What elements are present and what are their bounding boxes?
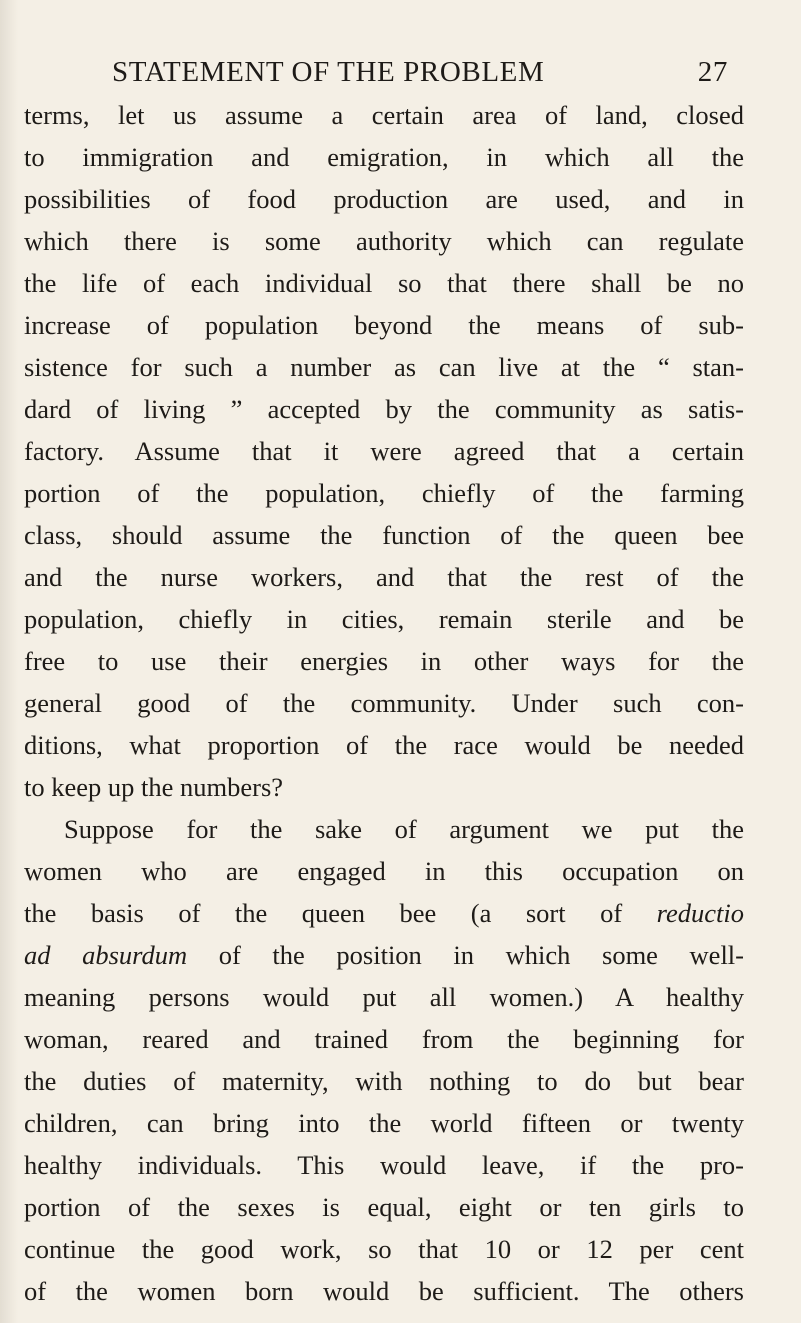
text-line: portion of the sexes is equal, eight or ten girls to (24, 1192, 744, 1222)
text-line (24, 892, 744, 934)
text-line: possibilities of food production are used, and in (24, 184, 744, 214)
text-line: children, can bring into the world fifteen or twenty (24, 1108, 744, 1138)
text-line: free to use their energies in other ways for the (24, 646, 744, 676)
text-line (24, 934, 744, 976)
running-head (112, 56, 728, 96)
running-title: STATEMENT OF THE PROBLEM (112, 56, 545, 88)
page-gutter-shadow (0, 0, 18, 1323)
italic-phrase: reductio (656, 898, 744, 928)
italic-phrase: ad absurdum (24, 940, 188, 970)
text-line: woman, reared and trained from the beginning for (24, 1024, 744, 1054)
text-line: and the nurse workers, and that the rest of the (24, 562, 744, 592)
text-line: of the women born would be sufficient. The others (24, 1276, 744, 1306)
text-line: the life of each individual so that there shall be no (24, 268, 744, 298)
text-line: which there is some authority which can regulate (24, 226, 744, 256)
text-line: women who are engaged in this occupation on (24, 856, 744, 886)
text-line: to immigration and emigration, in which all the (24, 142, 744, 172)
text-line: increase of population beyond the means of sub- (24, 310, 744, 340)
text-line: dard of living ” accepted by the community as satis- (24, 394, 744, 424)
text-line: portion of the population, chiefly of the farming (24, 478, 744, 508)
text-line: sistence for such a number as can live at the “ stan- (24, 352, 744, 382)
paragraph-start-line: Suppose for the sake of argument we put the (64, 814, 744, 844)
text-line: ditions, what proportion of the race would be needed (24, 730, 744, 760)
text-segment: of the position in which some well- (218, 940, 744, 970)
text-line: to keep up the numbers? (24, 772, 284, 802)
body-text (24, 94, 744, 1312)
page-number: 27 (697, 56, 728, 88)
text-line: continue the good work, so that 10 or 12 per cent (24, 1234, 744, 1264)
text-line: healthy individuals. This would leave, if the pro- (24, 1150, 744, 1180)
text-line: general good of the community. Under such con- (24, 688, 744, 718)
text-line: class, should assume the function of the queen bee (24, 520, 744, 550)
text-segment: the basis of the queen bee (a sort of (24, 898, 623, 928)
text-line: the duties of maternity, with nothing to do but bear (24, 1066, 744, 1096)
text-line: population, chiefly in cities, remain sterile and be (24, 604, 744, 634)
text-line: terms, let us assume a certain area of land, closed (24, 100, 744, 130)
text-line: meaning persons would put all women.) A healthy (24, 982, 744, 1012)
text-line: factory. Assume that it were agreed that a certain (24, 436, 744, 466)
